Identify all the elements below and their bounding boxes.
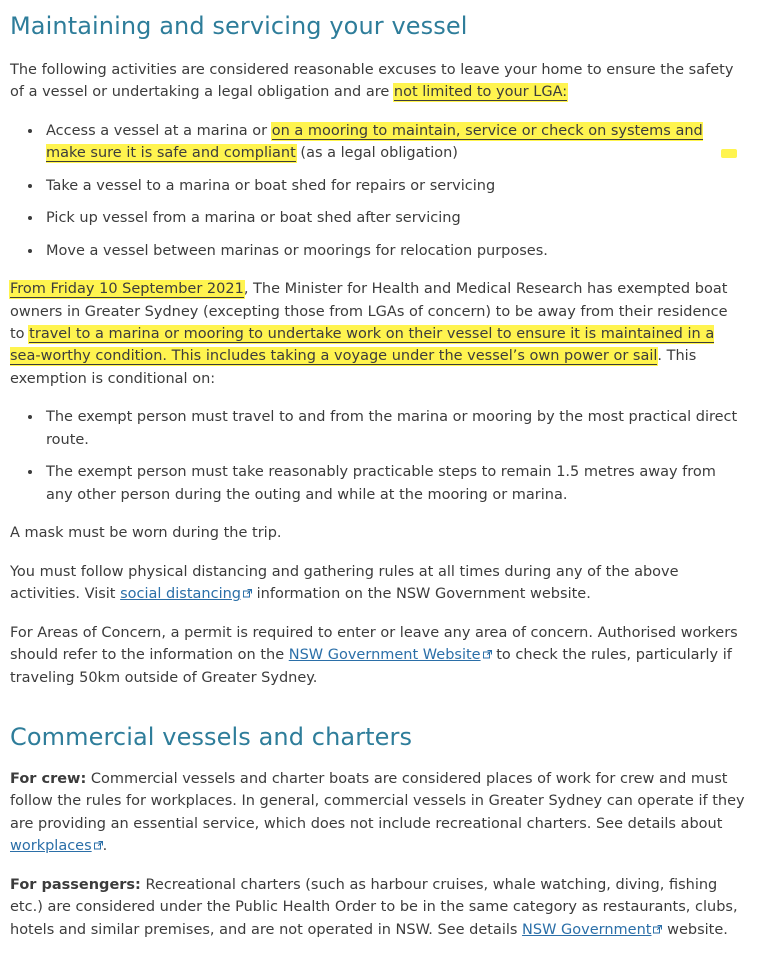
list-item [44,406,745,451]
exemption-date-highlight: From Friday 10 September 2021 [10,281,244,298]
list-item-text: The exempt person must travel to and from the marina or mooring by the most practical direct route. [46,409,738,448]
passengers-label: For passengers: [10,876,141,893]
external-link-icon [243,589,252,598]
distancing-text-pre: You must follow physical distancing and gathering rules at all times during any of the above activities. Visit [10,563,679,603]
crew-text-post: . [102,838,108,855]
distancing-text-post: information on the NSW Government website. [252,586,591,603]
exemption-text-2: . This exemption is conditional on: [10,348,697,387]
page-title: Maintaining and servicing your vessel [10,12,468,40]
mask-paragraph: A mask must be worn during the trip. [10,525,282,542]
passengers-text-post: website. [662,921,728,938]
crew-paragraph [10,768,745,858]
external-link-icon [483,650,492,659]
crew-text-pre: Commercial vessels and charter boats are considered places of work for crew and must follow the rules for workplaces. In general, commercial vessels in Greater Sydney can operate if they are providing an essential service, which does not include recreational charters. See details about [10,770,745,832]
list-item [44,120,745,165]
list-item [44,207,745,229]
areas-text-post: to check the rules, particularly if traveling 50km outside of Greater Sydney. [10,647,732,686]
intro-paragraph [10,59,745,104]
external-link-icon [653,925,662,934]
list-item-text: Access a vessel at a marina or [46,122,272,139]
list-item [44,175,745,197]
areas-text-pre: For Areas of Concern, a permit is required to enter or leave any area of concern. Authorised workers should refer to the information on the [10,624,738,664]
exemption-paragraph [10,278,745,390]
nsw-government-website-link[interactable]: NSW Government Website [288,647,481,664]
crew-label: For crew: [10,770,87,787]
conditions-list [10,406,745,506]
activities-list [10,120,745,262]
intro-text: The following activities are considered reasonable excuses to leave your home to ensure the safety of a vessel or undertaking a legal obligation and are [10,61,734,101]
list-item [44,240,745,262]
passengers-paragraph [10,874,745,941]
list-item-highlight: on a mooring to maintain, service or check on systems and make sure it is safe and compliant [46,122,703,162]
intro-highlight: not limited to your LGA: [393,84,568,101]
section-heading-commercial: Commercial vessels and charters [10,723,413,752]
passengers-text-pre: Recreational charters (such as harbour cruises, whale watching, diving, fishing etc.) are considered under the Public Health Order to be in the same category as restaurants, clubs, hotels and similar premises, and are not operated in NSW. See details [10,876,738,938]
list-item-text: The exempt person must take reasonably practicable steps to remain 1.5 metres away from any other person during the outing and while at the mooring or marina. [46,464,716,503]
social-distancing-link[interactable]: social distancing [120,586,242,603]
list-item-text: Move a vessel between marinas or moorings for relocation purposes. [46,242,548,259]
external-link-icon [94,841,103,850]
list-item-text-post: (as a legal obligation) [295,145,458,162]
list-item-text: Pick up vessel from a marina or boat shed after servicing [46,210,461,227]
distancing-paragraph [10,561,745,606]
exemption-text-1: , The Minister for Health and Medical Research has exempted boat owners in Greater Sydney (excepting those from LGAs of concern) to be away from their residence to [10,281,728,343]
workplaces-link[interactable]: workplaces [10,838,92,855]
exemption-highlight: travel to a marina or mooring to undertake work on their vessel to ensure it is maintained in a sea-worthy condition. This includes taking a voyage under the vessel’s own power or sail [10,326,715,365]
nsw-government-link[interactable]: NSW Government [522,921,652,938]
areas-of-concern-paragraph [10,622,745,689]
list-item-text: Take a vessel to a marina or boat shed for repairs or servicing [46,177,496,194]
list-item [44,461,745,506]
